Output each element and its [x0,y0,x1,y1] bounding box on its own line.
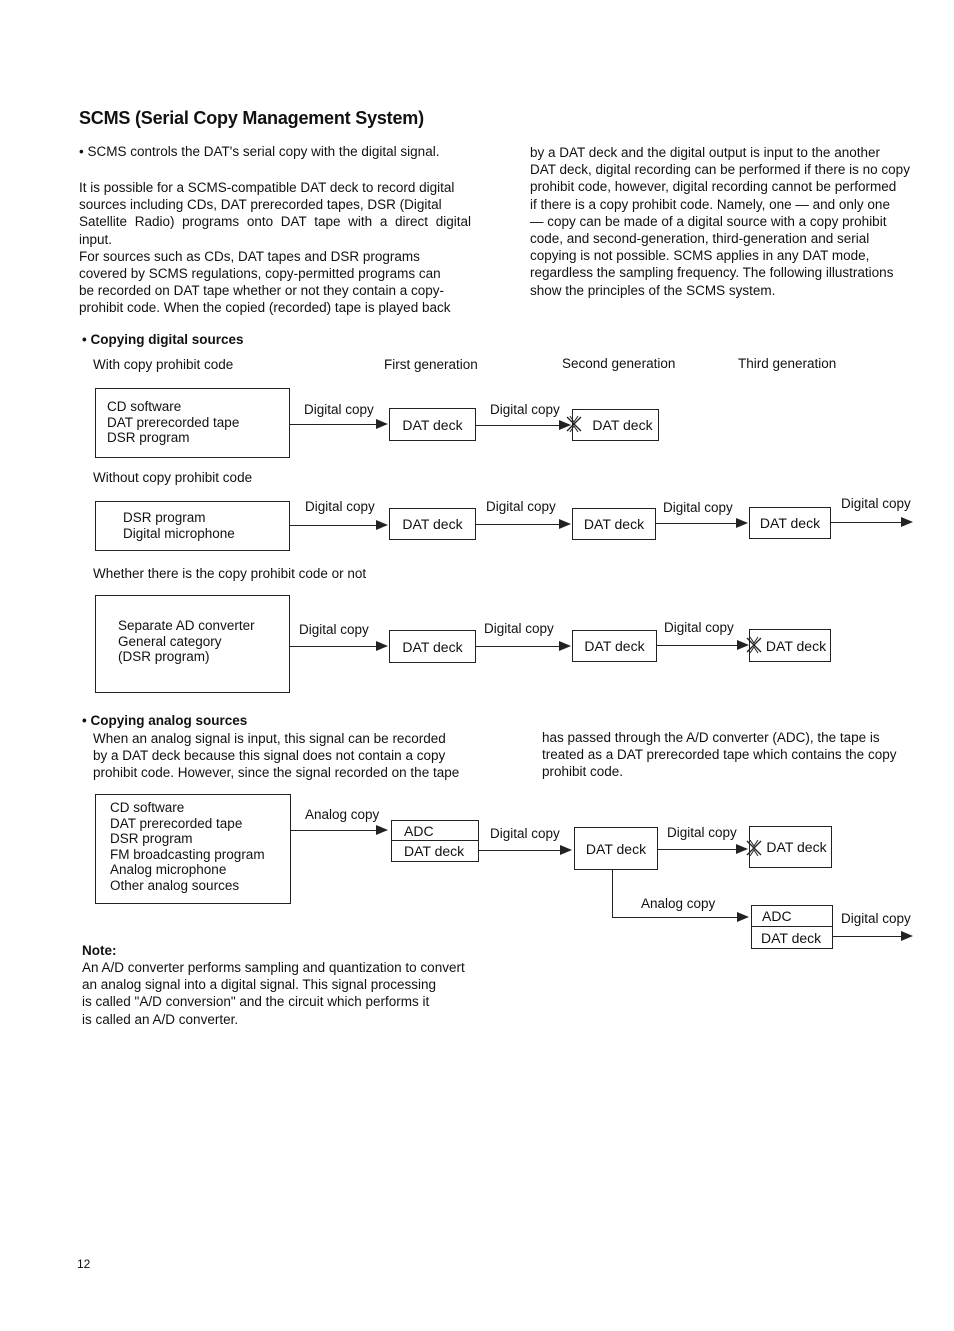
text-line: prohibit code. When the copied (recorded) tape is played back [79,300,451,316]
with-code-label: With copy prohibit code [93,357,234,372]
prohibited-icon [744,838,764,858]
text-line: prohibit code. However, since the signal recorded on the tape [93,765,460,781]
adc-label: ADC [752,906,832,927]
arrow-icon [831,517,913,527]
source-item: Separate AD converter [118,618,255,633]
digital-copy-label: Digital copy [664,620,734,635]
source-box-with-code [95,388,290,458]
intro-bullet: • SCMS controls the DAT's serial copy with the digital signal. [79,144,440,159]
text-line: has passed through the A/D converter (ADC), the tape is [542,730,880,745]
text-line: For sources such as CDs, DAT tapes and DSR programs [79,248,420,264]
dat-deck-label: DAT deck [404,843,465,859]
source-item: DSR program [123,510,206,525]
text-line: regardless the sampling frequency. The following illustrations [530,265,894,281]
source-item: CD software [110,800,185,815]
second-generation-label: Second generation [562,356,676,371]
adc-dat-stack [391,820,479,862]
source-item: Digital microphone [123,525,235,541]
text-line: — copy can be made of a digital source with a copy prohibit [530,213,887,229]
arrow-icon [479,845,572,855]
digital-copy-label: Digital copy [841,911,911,926]
digital-copy-label: Digital copy [663,500,733,515]
note-title: Note: [82,943,117,958]
text-line: When an analog signal is input, this signal can be recorded [93,731,446,746]
adc-label: ADC [392,821,478,841]
dat-deck-box: DAT deck [572,630,657,662]
arrow-icon [290,419,388,429]
text-line: DAT deck, digital recording can be performed if there is no copy [530,162,910,178]
text-line: covered by SCMS regulations, copy-permitted programs can [79,266,441,282]
digital-copy-label: Digital copy [299,622,369,637]
arrow-icon [833,931,913,941]
dat-deck-box: DAT deck [389,408,476,441]
arrow-icon [476,420,571,430]
text-line: prohibit code. [542,764,624,780]
arrow-icon [291,825,388,835]
text-line: An A/D converter performs sampling and quantization to convert [82,960,465,975]
dat-deck-box: DAT deck [389,630,476,663]
digital-copy-label: Digital copy [490,402,560,417]
intro-right-paragraph [530,144,921,299]
digital-section-heading-text: Copying digital sources [90,332,244,347]
digital-copy-label: Digital copy [304,402,374,417]
text-line: sources including CDs, DAT prerecorded tapes, DSR (Digital [79,197,442,213]
arrow-icon [476,641,571,651]
dat-deck-box-blocked: DAT deck [572,409,659,441]
arrow-icon [290,520,388,530]
dat-deck-box: DAT deck [572,508,656,540]
analog-copy-label: Analog copy [305,807,380,822]
note-paragraph [82,959,474,1028]
dat-deck-box: DAT deck [389,508,476,540]
digital-copy-label: Digital copy [490,826,560,841]
source-item: FM broadcasting program [110,846,265,862]
source-item: Other analog sources [110,877,240,893]
source-item: DSR program [107,430,190,446]
digital-copy-label: Digital copy [484,621,554,636]
text-line: show the principles of the SCMS system. [530,282,776,298]
intro-left-paragraph [79,179,471,317]
text-line: copying is not possible. SCMS applies in any DAT mode, [530,248,870,264]
whether-code-label: Whether there is the copy prohibit code or not [93,566,367,581]
text-line: is called an A/D converter. [82,1011,239,1027]
arrow-icon [658,844,748,854]
digital-copy-label: Digital copy [305,499,375,514]
source-item: DAT prerecorded tape [107,414,240,430]
text-line: by a DAT deck because this signal does not contain a copy [93,748,446,764]
source-item: (DSR program) [118,649,210,665]
prohibited-icon [744,635,764,655]
text-line: by a DAT deck and the digital output is input to the another [530,145,880,160]
dat-deck-box: DAT deck [749,507,831,539]
text-line: prohibit code, however, digital recording cannot be performed [530,179,897,195]
analog-section-heading-text: Copying analog sources [90,713,248,728]
digital-copy-label: Digital copy [841,496,911,511]
arrow-icon [657,640,749,650]
analog-source-box [95,794,291,904]
source-item: General category [118,633,222,649]
dat-deck-label: DAT deck [761,929,822,946]
third-generation-label: Third generation [738,356,837,371]
text-line: if there is a copy prohibit code. Namely, one — and only one [530,196,890,212]
analog-section-heading: • Copying analog sources [82,713,248,728]
source-item: Analog microphone [110,862,227,878]
text-line: be recorded on DAT tape whether or not they contain a copy- [79,283,444,299]
analog-left-paragraph [93,730,472,782]
adc-dat-stack [751,905,833,949]
text-line: Satellite Radio) programs onto DAT tape with a direct digital input. [79,214,471,247]
page-number: 12 [77,1257,91,1271]
page-title: SCMS (Serial Copy Management System) [79,108,424,128]
analog-copy-label: Analog copy [641,896,716,911]
arrow-icon [290,641,388,651]
dat-deck-box-blocked: DAT deck [749,826,832,868]
intro-bullet-text: SCMS controls the DAT's serial copy with the digital signal. [87,144,440,159]
prohibited-icon [564,414,584,434]
text-line: an analog signal into a digital signal. This signal processing [82,977,436,993]
without-code-label: Without copy prohibit code [93,470,253,485]
source-item: DAT prerecorded tape [110,815,243,831]
text-line: code, and second-generation, third-generation and serial [530,231,870,247]
dat-deck-box-blocked: DAT deck [749,629,831,662]
branch-connector [612,870,613,917]
arrow-icon [476,519,571,529]
source-box-without-code [95,501,290,551]
text-line: is called "A/D conversion" and the circuit which performs it [82,994,430,1010]
source-item: CD software [107,399,182,414]
text-line: treated as a DAT prerecorded tape which contains the copy [542,747,897,763]
source-box-ad-converter [95,595,290,693]
dat-deck-box: DAT deck [574,827,658,870]
arrow-icon [656,518,748,528]
digital-copy-label: Digital copy [667,825,737,840]
digital-copy-label: Digital copy [486,499,556,514]
digital-section-heading: • Copying digital sources [82,332,244,347]
analog-right-paragraph [542,729,920,781]
first-generation-label: First generation [384,357,478,372]
arrow-icon [612,912,749,922]
source-item: DSR program [110,831,193,847]
text-line: It is possible for a SCMS-compatible DAT deck to record digital [79,180,455,195]
